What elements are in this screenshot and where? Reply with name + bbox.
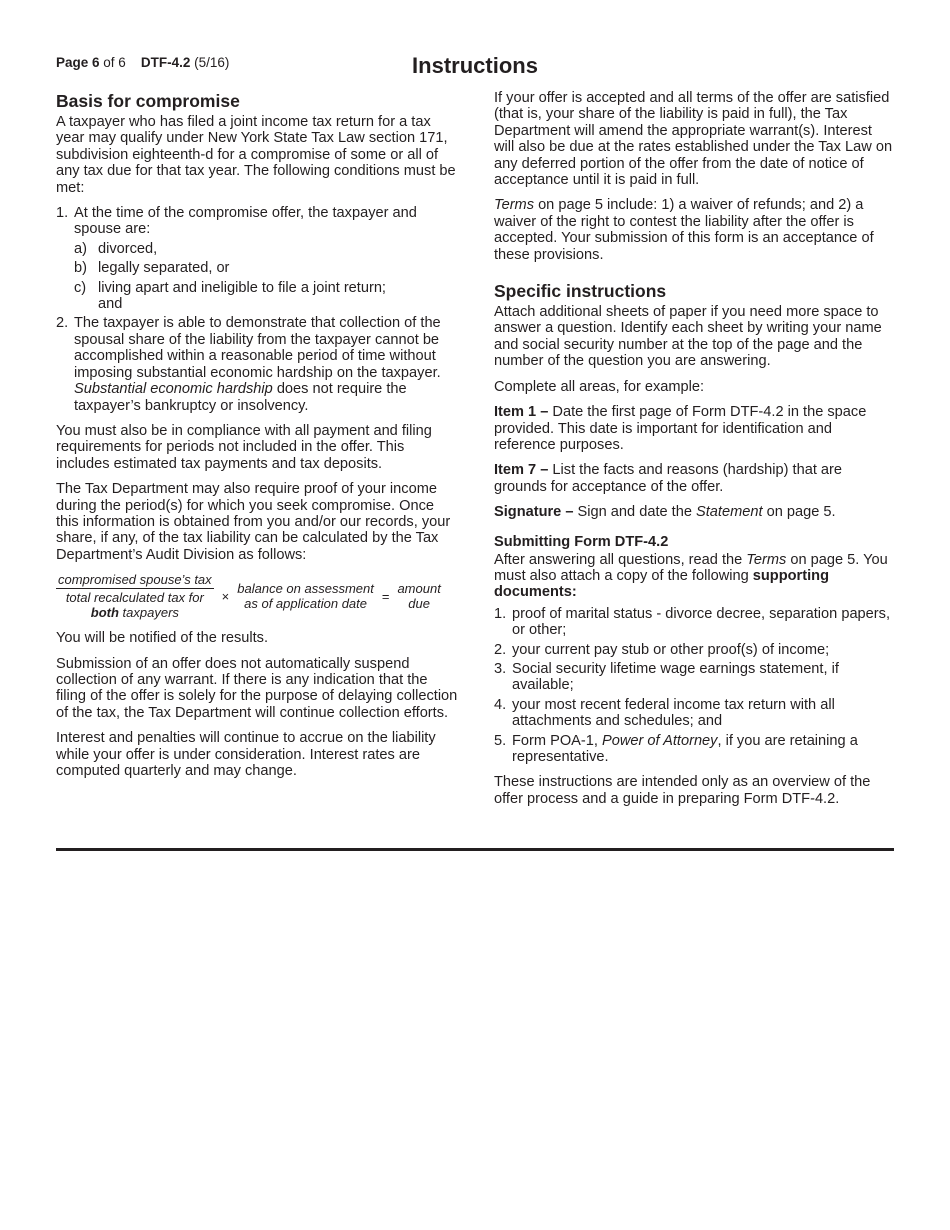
formula-balance	[237, 581, 374, 611]
denominator-line1: total recalculated tax for	[65, 590, 204, 606]
document-text: your most recent federal income tax return with all attachments and schedules; and	[512, 696, 835, 730]
formula-result	[397, 581, 440, 611]
sub-item	[74, 241, 458, 257]
left-column	[56, 90, 458, 788]
sub-item-text: living apart and ineligible to file a joint return;	[98, 279, 386, 296]
basis-intro: A taxpayer who has filed a joint income tax return for a tax year may qualify under New York State Tax Law section 171, subdivision eighteenth-d for a compromise of some or all of any tax due for that tax year. The following conditions must be met:	[56, 114, 456, 196]
list-marker: 2.	[494, 641, 507, 658]
list-marker: 1.	[494, 605, 507, 622]
condition-text: At the time of the compromise offer, the taxpayer and spouse are:	[74, 205, 417, 238]
signature-paragraph	[494, 504, 896, 520]
balance-line1: balance on assessment	[237, 581, 374, 597]
document-text: Form POA-1,	[512, 732, 603, 749]
document-item	[494, 733, 896, 766]
condition-tail: does not require the taxpayer’s bankruptcy or insolvency.	[74, 381, 407, 414]
list-marker: c)	[74, 279, 87, 296]
form-date: (5/16)	[194, 55, 230, 70]
document-item	[494, 697, 896, 730]
sub-item-text: divorced,	[98, 240, 158, 257]
after-bold: supporting documents:	[494, 567, 829, 601]
condition-item	[56, 205, 458, 312]
interest-paragraph: Interest and penalties will continue to accrue on the liability while your offer is under consideration. Interest rates are computed quarterly and may change.	[56, 730, 436, 779]
terms-italic: Terms	[494, 197, 535, 214]
sub-item-and: and	[98, 296, 123, 313]
document-text: your current pay stub or other proof(s) of income;	[512, 641, 830, 658]
submission-paragraph: Submission of an offer does not automatically suspend collection of any warrant. If there is any indication that the filing of the offer is solely for the purpose of delaying collection of the tax, the Tax Department will continue collection efforts.	[56, 655, 458, 721]
list-marker: b)	[74, 260, 87, 277]
document-item	[494, 606, 896, 639]
compliance-paragraph: You must also be in compliance with all payment and filing requirements for periods not included in the offer. This includes estimated tax payments and tax deposits.	[56, 422, 432, 472]
document-italic: Power of Attorney	[602, 732, 718, 749]
after-paragraph	[494, 552, 896, 601]
complete-paragraph: Complete all areas, for example:	[494, 378, 705, 395]
notified-paragraph: You will be notified of the results.	[56, 630, 269, 647]
signature-tail: on page 5.	[762, 504, 836, 521]
section-divider	[56, 848, 894, 851]
liability-formula	[56, 572, 458, 620]
condition-text: The taxpayer is able to demonstrate that collection of the spousal share of the liability from the taxpayer cannot be accomplished within a reasonable period of time without imposing substantial economic hardship on the taxpayer.	[74, 315, 441, 381]
after-text-1: After answering all questions, read the	[494, 551, 747, 568]
page-label: Page 6	[56, 55, 100, 70]
list-marker: 1.	[56, 205, 69, 222]
condition-item	[56, 315, 458, 413]
list-marker: a)	[74, 240, 87, 257]
document-text: proof of marital status - divorce decree, separation papers, or other;	[512, 605, 891, 639]
after-text-2: on page 5. You must also attach a copy of the following	[494, 551, 888, 584]
overview-paragraph: These instructions are intended only as an overview of the offer process and a guide in preparing Form DTF-4.2.	[494, 774, 871, 807]
formula-equals: =	[381, 588, 390, 604]
page-title: Instructions	[412, 53, 538, 78]
document-tail: , if you are retaining a representative.	[512, 732, 858, 765]
signature-text: Sign and date the	[573, 504, 697, 521]
document-text: Social security lifetime wage earnings statement, if available;	[512, 660, 839, 694]
formula-times: ×	[221, 588, 230, 604]
condition-sublist	[74, 241, 458, 313]
list-marker: 5.	[494, 732, 507, 749]
denominator-line2: taxpayers	[118, 605, 179, 621]
after-italic: Terms	[746, 551, 787, 568]
signature-label: Signature –	[494, 504, 574, 521]
item1-text: Date the first page of Form DTF-4.2 in the space provided. This date is important for identification and reference purposes.	[494, 404, 867, 453]
balance-line2: as of application date	[244, 596, 367, 612]
formula-denominator	[56, 589, 214, 620]
result-line2: due	[408, 596, 430, 612]
form-id: DTF-4.2	[140, 55, 191, 70]
page-header	[56, 53, 894, 83]
proof-paragraph: The Tax Department may also require proof of your income during the period(s) for which you seek compromise. Once this information is obtained from you and/or our records, your share, if any, of the tax liability can be calculated by the Tax Department’s Audit Division as follows:	[56, 481, 451, 563]
sub-item	[74, 280, 458, 313]
accepted-paragraph: If your offer is accepted and all terms of the offer are satisfied (that is, your share of the liability is paid in full), the Tax Department will amend the appropriate warrant(s). Interest will also be due at the rates established under the Tax Law on any deferred portion of the offer from the date of notice of acceptance until it is paid in full.	[494, 90, 893, 189]
list-marker: 4.	[494, 696, 507, 713]
attach-paragraph: Attach additional sheets of paper if you need more space to answer a question. Identify each sheet by writing your name and social security number at the top of the page and the number of the question you are answering.	[494, 304, 882, 370]
item1-label: Item 1 –	[494, 404, 549, 421]
list-marker: 2.	[56, 315, 69, 332]
condition-italic: Substantial economic hardship	[74, 381, 273, 398]
sub-item-text: legally separated, or	[98, 260, 230, 277]
result-line1: amount	[397, 581, 441, 597]
denominator-bold: both	[90, 605, 119, 621]
documents-list	[494, 606, 896, 766]
basis-heading: Basis for compromise	[56, 91, 240, 111]
right-column	[494, 90, 896, 816]
document-item	[494, 642, 896, 658]
terms-paragraph	[494, 197, 896, 263]
terms-rest: on page 5 include: 1) a waiver of refunds; and 2) a waiver of the right to contest the liability after the offer is accepted. Your submission of this form is an acceptance of these provisions.	[494, 197, 874, 263]
specific-heading: Specific instructions	[494, 281, 667, 302]
list-marker: 3.	[494, 660, 507, 677]
item7-label: Item 7 –	[494, 462, 549, 479]
signature-italic: Statement	[696, 504, 763, 521]
formula-fraction	[56, 572, 214, 620]
page-of: of 6	[103, 55, 126, 70]
item7-paragraph	[494, 462, 896, 495]
sub-item	[74, 260, 458, 276]
formula-numerator: compromised spouse’s tax	[58, 572, 212, 588]
submitting-heading: Submitting Form DTF-4.2	[494, 533, 669, 550]
document-item	[494, 661, 896, 694]
item1-paragraph	[494, 404, 896, 453]
item7-text: List the facts and reasons (hardship) that are grounds for acceptance of the offer.	[494, 462, 843, 495]
conditions-list	[56, 205, 458, 414]
